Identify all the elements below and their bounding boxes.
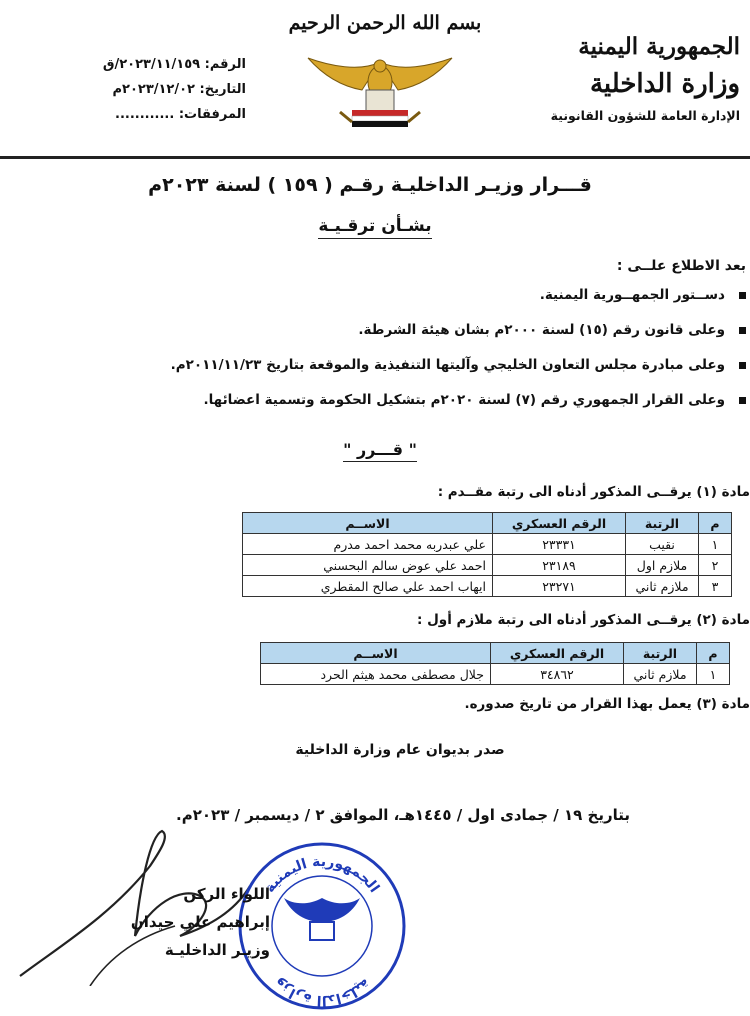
article-2-table bbox=[260, 642, 730, 685]
header-divider bbox=[0, 156, 750, 159]
list-item: وعلى مبادرة مجلس التعاون الخليجي وآليتها التنفيذية والموقعة بتاريخ ٢٠١١/١١/٢٣م. bbox=[6, 356, 746, 374]
column-header: الرتبة bbox=[626, 513, 699, 534]
decided-heading: " قـــرر " bbox=[300, 440, 460, 459]
list-item: وعلى القرار الجمهوري رقم (٧) لسنة ٢٠٢٠م بتشكيل الحكومة وتسمية اعضائها. bbox=[6, 391, 746, 409]
svg-text:وزارة الداخلية: وزارة الداخلية bbox=[270, 974, 374, 1009]
table-row: ٢ ملازم اول ٢٣١٨٩ احمد علي عوض سالم البحسني bbox=[243, 555, 732, 576]
column-header: الاســم bbox=[243, 513, 493, 534]
reference-date: التاريخ: ٢٠٢٣/١٢/٠٢م bbox=[112, 82, 246, 97]
column-header: الرقم العسكري bbox=[493, 513, 626, 534]
article-3-text: مادة (٣) يعمل بهذا القرار من تاريخ صدوره. bbox=[464, 696, 750, 712]
preamble-list bbox=[6, 286, 746, 426]
column-header: الرتبة bbox=[624, 643, 697, 664]
signatory-position: وزيـر الداخليـة bbox=[164, 941, 270, 959]
table-row: ٣ ملازم ثاني ٢٣٢٧١ ايهاب احمد علي صالح المقطري bbox=[243, 576, 732, 597]
reference-attachments: المرفقات: ............ bbox=[115, 107, 246, 122]
article-1-table bbox=[242, 512, 732, 597]
table-row: ١ نقيب ٢٣٣٣١ علي عبدربه محمد احمد مدرم bbox=[243, 534, 732, 555]
ministry-name: وزارة الداخلية bbox=[589, 69, 740, 99]
decree-subject: بشـأن ترقـيـة bbox=[250, 216, 500, 236]
table-header-row bbox=[261, 643, 730, 664]
basmala: بسم الله الرحمن الرحيم bbox=[288, 12, 482, 34]
bullet-icon bbox=[739, 292, 746, 299]
eagle-emblem-icon bbox=[300, 52, 460, 138]
issue-date: بتاريخ ١٩ / جمادى اول / ١٤٤٥هـ، الموافق ٢ / ديسمبر / ٢٠٢٣م. bbox=[176, 806, 630, 824]
svg-text:الجمهورية اليمنية: الجمهورية اليمنية bbox=[261, 853, 383, 896]
signatory-block bbox=[20, 880, 270, 964]
signatory-rank: اللواء الركن bbox=[183, 885, 270, 903]
table-row: ١ ملازم ثاني ٣٤٨٦٢ جلال مصطفى محمد هيثم الحرد bbox=[261, 664, 730, 685]
issued-at: صدر بديوان عام وزارة الداخلية bbox=[295, 742, 505, 758]
column-header: م bbox=[697, 643, 730, 664]
preamble-intro: بعد الاطلاع علــى : bbox=[616, 258, 746, 274]
bullet-icon bbox=[739, 362, 746, 369]
column-header: الاســم bbox=[261, 643, 491, 664]
bullet-icon bbox=[739, 397, 746, 404]
reference-block bbox=[6, 52, 246, 127]
letterhead bbox=[540, 30, 740, 128]
decree-title: قـــرار وزيـر الداخليـة رقـم ( ١٥٩ ) لسنة ٢٠٢٣م bbox=[148, 174, 592, 196]
department-name: الإدارة العامة للشؤون القانونية bbox=[550, 108, 740, 123]
bullet-icon bbox=[739, 327, 746, 334]
reference-number: الرقم: ٢٠٢٣/١١/١٥٩/ق bbox=[102, 57, 246, 72]
table-header-row bbox=[243, 513, 732, 534]
list-item: وعلى قانون رقم (١٥) لسنة ٢٠٠٠م بشان هيئة الشرطة. bbox=[6, 321, 746, 339]
signatory-name: إبراهيم علي حيدان bbox=[130, 913, 270, 931]
list-item: دســتور الجمهــورية اليمنية. bbox=[6, 286, 746, 304]
column-header: م bbox=[699, 513, 732, 534]
article-2-text: مادة (٢) يرقــى المذكور أدناه الى رتبة ملازم أول : bbox=[416, 612, 750, 628]
column-header: الرقم العسكري bbox=[491, 643, 624, 664]
article-1-text: مادة (١) يرقــى المذكور أدناه الى رتبة مقــدم : bbox=[437, 484, 750, 500]
republic-name: الجمهورية اليمنية bbox=[578, 33, 740, 60]
